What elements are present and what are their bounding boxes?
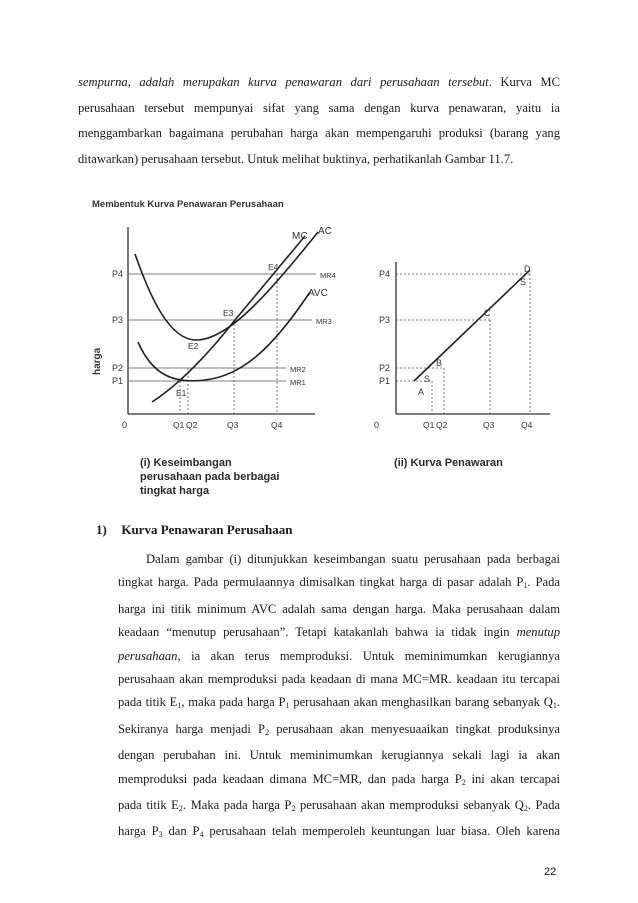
- mr3-label: MR3: [316, 317, 332, 326]
- point-s-upper-label: S: [520, 277, 527, 287]
- body-line-7-d: .: [556, 695, 560, 710]
- left-p3-label: P3: [112, 315, 124, 325]
- right-p2-label: P2: [379, 363, 391, 373]
- body-line-12-sub-1: 3: [158, 830, 163, 840]
- right-q2-label: Q2: [436, 420, 448, 430]
- ac-curve: [135, 232, 318, 340]
- body-line-11-d: . Pada: [527, 798, 561, 813]
- body-line-11-a: pada titik E: [118, 798, 179, 813]
- mr1-label: MR1: [290, 378, 306, 387]
- point-d-label: D: [524, 264, 531, 274]
- left-panel: [112, 226, 336, 430]
- right-caption: [394, 456, 503, 470]
- mr4-label: MR4: [320, 271, 336, 280]
- body-line-5-italic: perusahaan: [118, 648, 178, 663]
- mc-label: MC: [292, 231, 308, 242]
- body-line-9: dengan perubahan ini. Untuk meminimumkan kerugiannya sekali lagi ia akan: [118, 748, 560, 763]
- right-p3-label: P3: [379, 315, 391, 325]
- left-q1-label: Q1: [173, 420, 185, 430]
- body-line-11-sub-3: 2: [523, 804, 528, 814]
- point-b-label: B: [436, 358, 443, 368]
- body-line-8-a: Sekiranya harga menjadi P: [118, 721, 266, 736]
- body-line-12-a: harga P: [118, 824, 159, 839]
- y-axis-label: harga: [92, 347, 103, 375]
- left-p4-label: P4: [112, 269, 124, 279]
- body-line-8-b: perusahaan akan menyesuaaikan tingkat produksinya: [269, 721, 560, 736]
- body-line-12-b: dan P: [162, 824, 200, 839]
- body-line-3: harga ini titik minimum AVC adalah sama dengan harga. Maka perusahaan dalam: [118, 601, 560, 616]
- intro-line-4: ditawarkan) perusahaan tersebut. Untuk melihat buktinya, perhatikanlah Gambar 11.7.: [78, 151, 514, 166]
- right-q4-label: Q4: [521, 420, 533, 430]
- left-caption: [140, 456, 279, 498]
- body-line-11-sub-2: 2: [291, 804, 296, 814]
- body-line-5: [118, 645, 560, 668]
- left-q3-label: Q3: [227, 420, 239, 430]
- intro-line-1-rest: . Kurva MC: [488, 75, 561, 89]
- ac-label: AC: [318, 226, 332, 237]
- body-line-5-b: , ia akan terus memproduksi. Untuk meminimumkan kerugiannya: [177, 648, 560, 663]
- body-line-10-b: ini akan tercapai: [465, 771, 560, 786]
- body-line-8: [118, 718, 560, 744]
- body-line-7-sub-2: 1: [285, 701, 290, 711]
- section-heading: [96, 522, 293, 538]
- body-line-7-sub-3: 1: [552, 701, 557, 711]
- figure-title: Membentuk Kurva Penawaran Perusahaan: [92, 199, 284, 210]
- avc-label: AVC: [308, 288, 328, 299]
- right-caption-line-1: (ii) Kurva Penawaran: [394, 457, 503, 469]
- body-line-12-sub-2: 4: [199, 830, 204, 840]
- left-p1-label: P1: [112, 376, 124, 386]
- body-line-11-c: perusahaan akan memproduksi sebanyak Q: [295, 798, 524, 813]
- body-line-10-sub: 2: [461, 777, 466, 787]
- mc-curve: [152, 236, 305, 402]
- body-line-1: Dalam gambar (i) ditunjukkan keseimbangan suatu perusahaan pada berbagai: [146, 552, 560, 566]
- body-line-4-italic: menutup: [516, 625, 560, 640]
- body-line-7-c: perusahaan akan menghasilkan barang sebanyak Q: [289, 695, 553, 710]
- right-panel: [374, 262, 550, 430]
- e4-label: E4: [268, 262, 279, 272]
- body-line-12: [118, 820, 560, 846]
- body-line-6: perusahaan akan memproduksi pada keadaan di mana MC=MR. keadaan itu tercapai: [118, 672, 560, 687]
- left-caption-line-3: tingkat harga: [140, 485, 210, 497]
- mr2-label: MR2: [290, 365, 306, 374]
- intro-paragraph: [78, 70, 560, 172]
- body-line-7-sub-1: 1: [177, 701, 182, 711]
- left-q4-label: Q4: [271, 420, 283, 430]
- body-line-10-a: memproduksi pada keadaan dimana MC=MR, dan pada harga P: [118, 771, 462, 786]
- right-q3-label: Q3: [483, 420, 495, 430]
- right-q1-label: Q1: [423, 420, 435, 430]
- figure-supply-curve: [80, 192, 560, 452]
- right-p1-label: P1: [379, 376, 391, 386]
- section-title: Kurva Penawaran Perusahaan: [121, 522, 293, 537]
- body-paragraph: [118, 548, 560, 847]
- e1-label: E1: [176, 388, 187, 398]
- body-line-11-sub-1: 2: [178, 804, 183, 814]
- body-line-4-a: keadaan “menutup perusahaan”. Tetapi katakanlah bahwa ia tidak ingin: [118, 625, 517, 640]
- point-s-lower-label: S: [424, 374, 431, 384]
- left-caption-line-2: perusahaan pada berbagai: [140, 471, 280, 483]
- left-origin-label: 0: [122, 420, 128, 430]
- left-q2-label: Q2: [186, 420, 198, 430]
- right-p4-label: P4: [379, 269, 391, 279]
- point-c-label: C: [484, 308, 491, 318]
- body-line-7-a: pada titik E: [118, 695, 178, 710]
- body-line-4: [118, 621, 560, 644]
- right-origin-label: 0: [374, 420, 380, 430]
- body-line-2-sub: 1: [523, 581, 528, 591]
- supply-curve: [414, 270, 530, 381]
- body-line-11-b: . Maka pada harga P: [182, 798, 292, 813]
- e3-label: E3: [223, 308, 234, 318]
- section-number: 1): [96, 522, 107, 537]
- body-line-7-b: , maka pada harga P: [181, 695, 286, 710]
- intro-italic-text: sempurna, adalah merupakan kurva penawaran dari perusahaan tersebut: [78, 75, 489, 89]
- e2-label: E2: [188, 341, 199, 351]
- body-line-12-c: perusahaan telah memperoleh keuntungan luar biasa. Oleh karena: [203, 824, 560, 839]
- intro-line-1: [78, 70, 560, 96]
- body-line-2-a: tingkat harga. Pada permulaannya dimisalkan tingkat harga di pasar adalah P: [118, 575, 524, 590]
- intro-line-3: menggambarkan bagaimana perubahan harga akan mempengaruhi produksi (barang yang: [78, 126, 560, 140]
- left-p2-label: P2: [112, 363, 124, 373]
- body-line-2-b: . Pada: [527, 575, 561, 590]
- page-number: 22: [544, 866, 557, 878]
- avc-curve: [138, 292, 310, 381]
- body-line-7: [118, 691, 560, 717]
- body-line-2: [118, 571, 560, 597]
- left-caption-line-1: (i) Keseimbangan: [140, 457, 232, 469]
- intro-line-2: perusahaan tersebut mempunyai sifat yang sama dengan kurva penawaran, yaitu ia: [78, 100, 560, 115]
- point-a-label: A: [418, 387, 425, 397]
- body-line-11: [118, 794, 560, 820]
- body-line-10: [118, 768, 560, 794]
- body-line-8-sub: 2: [265, 727, 270, 737]
